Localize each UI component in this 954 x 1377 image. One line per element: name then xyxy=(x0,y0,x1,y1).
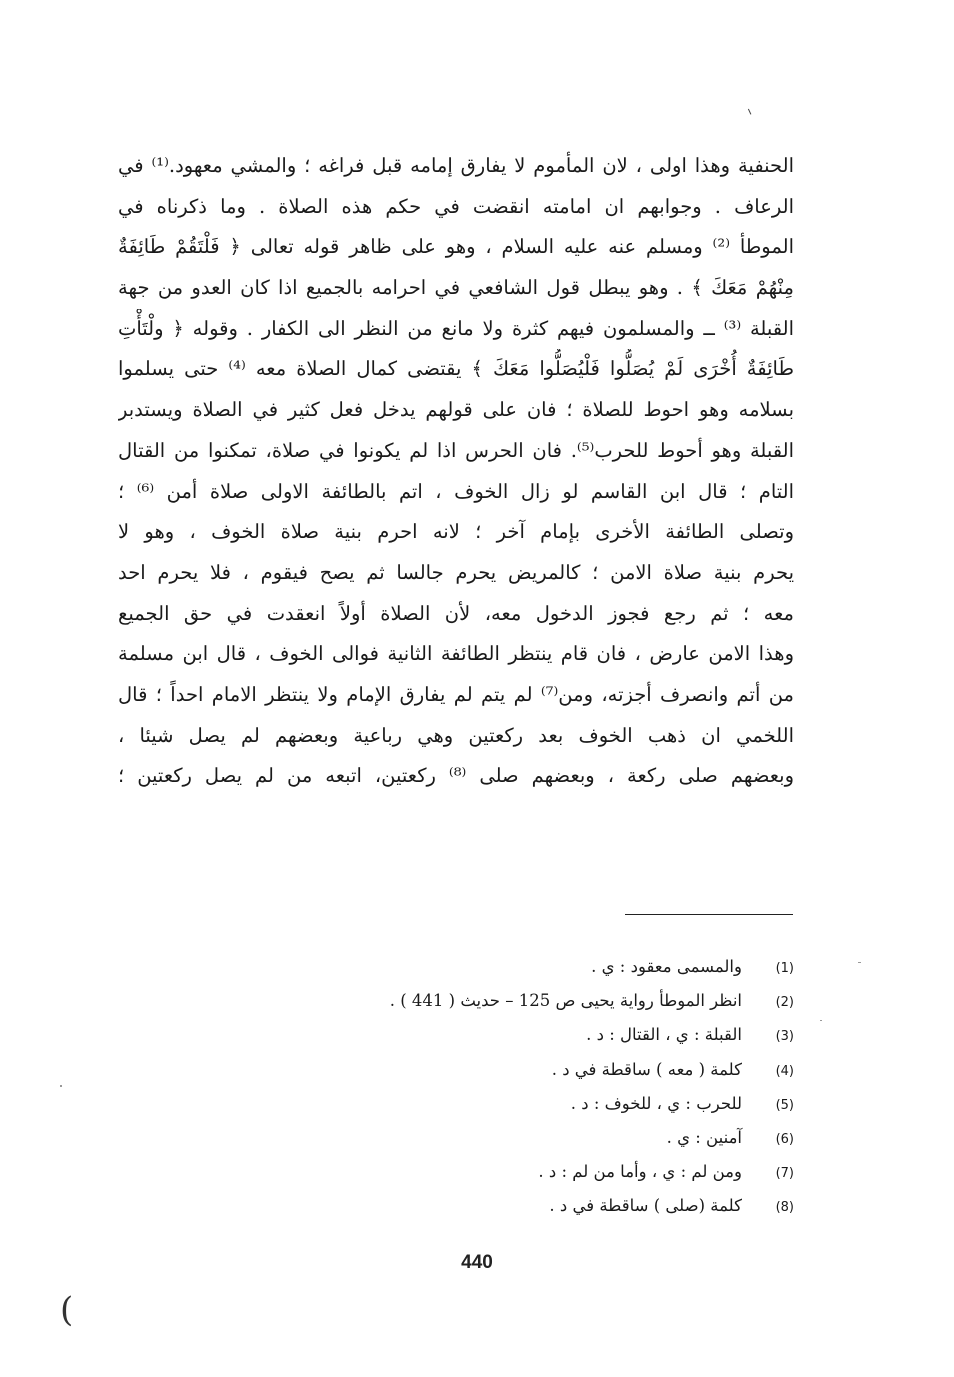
footnote-text: للحرب : ي ، للخوف : د . xyxy=(570,1093,742,1113)
footnote-text: القبلة : ي ، القتال : د . xyxy=(586,1025,742,1045)
text-line: طَائِفَةٌ أُخْرَى لَمْ يُصَلُّوا فَلْيُصَلُّوا مَعَكَ ﴾ يقتضى كمال الصلاة معه ⁽⁴⁾ حتى يسلموا xyxy=(118,357,794,381)
footnote xyxy=(234,950,794,984)
footnote-text: آمنين : ي . xyxy=(666,1127,742,1147)
footnotes xyxy=(234,950,794,1224)
scan-mark xyxy=(748,107,754,114)
text-line: الحنفية وهذا اولى ، لان المأموم لا يفارق إمامه قبل فراغه ؛ والمشي معهود.⁽¹⁾ في xyxy=(118,154,794,177)
text-line: اللخمي ان ذهب الخوف بعد ركعتين وهي رباعية وبعضهم لم يصل شيئا ، xyxy=(118,723,794,747)
footnote xyxy=(234,1018,794,1052)
text-line: الرعاف . وجوابهم ان امامته انقضت في حكم هذه الصلاة . وما ذكرناه في xyxy=(118,194,794,218)
footnote-number: (1) xyxy=(775,961,794,976)
margin-mark: ( xyxy=(60,1290,74,1330)
footnote-text: والمسمى معقود : ي . xyxy=(591,957,742,976)
scan-speck xyxy=(820,1020,822,1021)
text-line: معه ؛ ثم رجع فجوز الدخول معه، لأن الصلاة أولاً انعقدت في حق الجميع xyxy=(118,601,794,625)
footnote-number: (2) xyxy=(775,995,794,1011)
footnote-number: (3) xyxy=(775,1029,794,1045)
text-line: وهذا الامن عارض ، فان قام ينتظر الطائفة الثانية فوالى الخوف ، قال ابن مسلمة xyxy=(118,642,794,666)
page-number: 440 xyxy=(461,1252,493,1273)
text-line: القبلة وهو أحوط للحرب⁽⁵⁾. فان الحرس اذا لم يكونوا في صلاة، تمكنوا من القتال xyxy=(118,438,794,462)
footnote-number: (7) xyxy=(775,1166,794,1182)
scan-speck xyxy=(858,962,861,963)
footnote-number: (4) xyxy=(775,1063,794,1079)
footnote-text: ومن لم : ي ، وأما من لم : د . xyxy=(538,1162,742,1182)
text-line: القبلة ⁽³⁾ ــ والمسلمون فيهم كثرة ولا مانع من النظر الى الكفار . وقوله ﴿ ولْتَأْتِ xyxy=(118,316,794,340)
text-line: مِنْهُمْ مَعَكَ ﴾ . وهو يبطل قول الشافعي في احرامه بالجميع اذا كان العدو من جهة xyxy=(118,276,794,300)
footnote xyxy=(234,1087,794,1121)
text-line: وبعضهم صلى ركعة ، وبعضهم صلى ⁽⁸⁾ ركعتين، اتبعه من لم يصل ركعتين ؛ xyxy=(118,764,794,788)
text-line: وتصلى الطائفة الأخرى بإمام آخر ؛ لانه احرم بنية صلاة الخوف ، وهو لا xyxy=(118,520,794,544)
footnote xyxy=(234,1189,794,1223)
footnote xyxy=(234,1121,794,1155)
text-line: من أتم وانصرف أجزته، ومن⁽⁷⁾ لم يتم لم يفارق الإمام ولا ينتظر الامام احداً ؛ قال xyxy=(118,682,794,706)
footnote-separator xyxy=(625,914,793,915)
footnote-text: انظر الموطأ رواية يحيى ص 125 – حديث ( 441 ) . xyxy=(389,991,742,1011)
text-line: التام ؛ قال ابن القاسم لو زال الخوف ، اتم بالطائفة الاولى صلاة أمن ⁽⁶⁾ ؛ xyxy=(118,479,794,503)
footnote xyxy=(234,984,794,1018)
text-line: الموطأ ⁽²⁾ ومسلم عنه عليه السلام ، وهو على ظاهر قوله تعالى ﴿ فَلْتَقُمْ طَائِفَةٌ xyxy=(118,235,794,259)
footnote xyxy=(234,1053,794,1087)
scan-speck xyxy=(60,1085,62,1087)
footnote-number: (6) xyxy=(775,1131,794,1147)
text-line: بسلامه وهو احوط للصلاة ؛ فان على قولهم يدخل فعل كثير في الصلاة ويستدبر xyxy=(118,398,794,422)
footnote-text: كلمة ( معه ) ساقطة في د . xyxy=(551,1059,742,1079)
footnote-number: (8) xyxy=(775,1200,794,1216)
footnote-number: (5) xyxy=(775,1097,794,1113)
text-line: يحرم بنية صلاة الامن ؛ كالمريض يحرم جالسا ثم يصح فيقوم ، فلا يحرم احد xyxy=(118,560,794,584)
footnote xyxy=(234,1155,794,1189)
footnote-text: كلمة (صلى ) ساقطة في د . xyxy=(549,1196,742,1216)
main-text-block xyxy=(118,146,794,797)
